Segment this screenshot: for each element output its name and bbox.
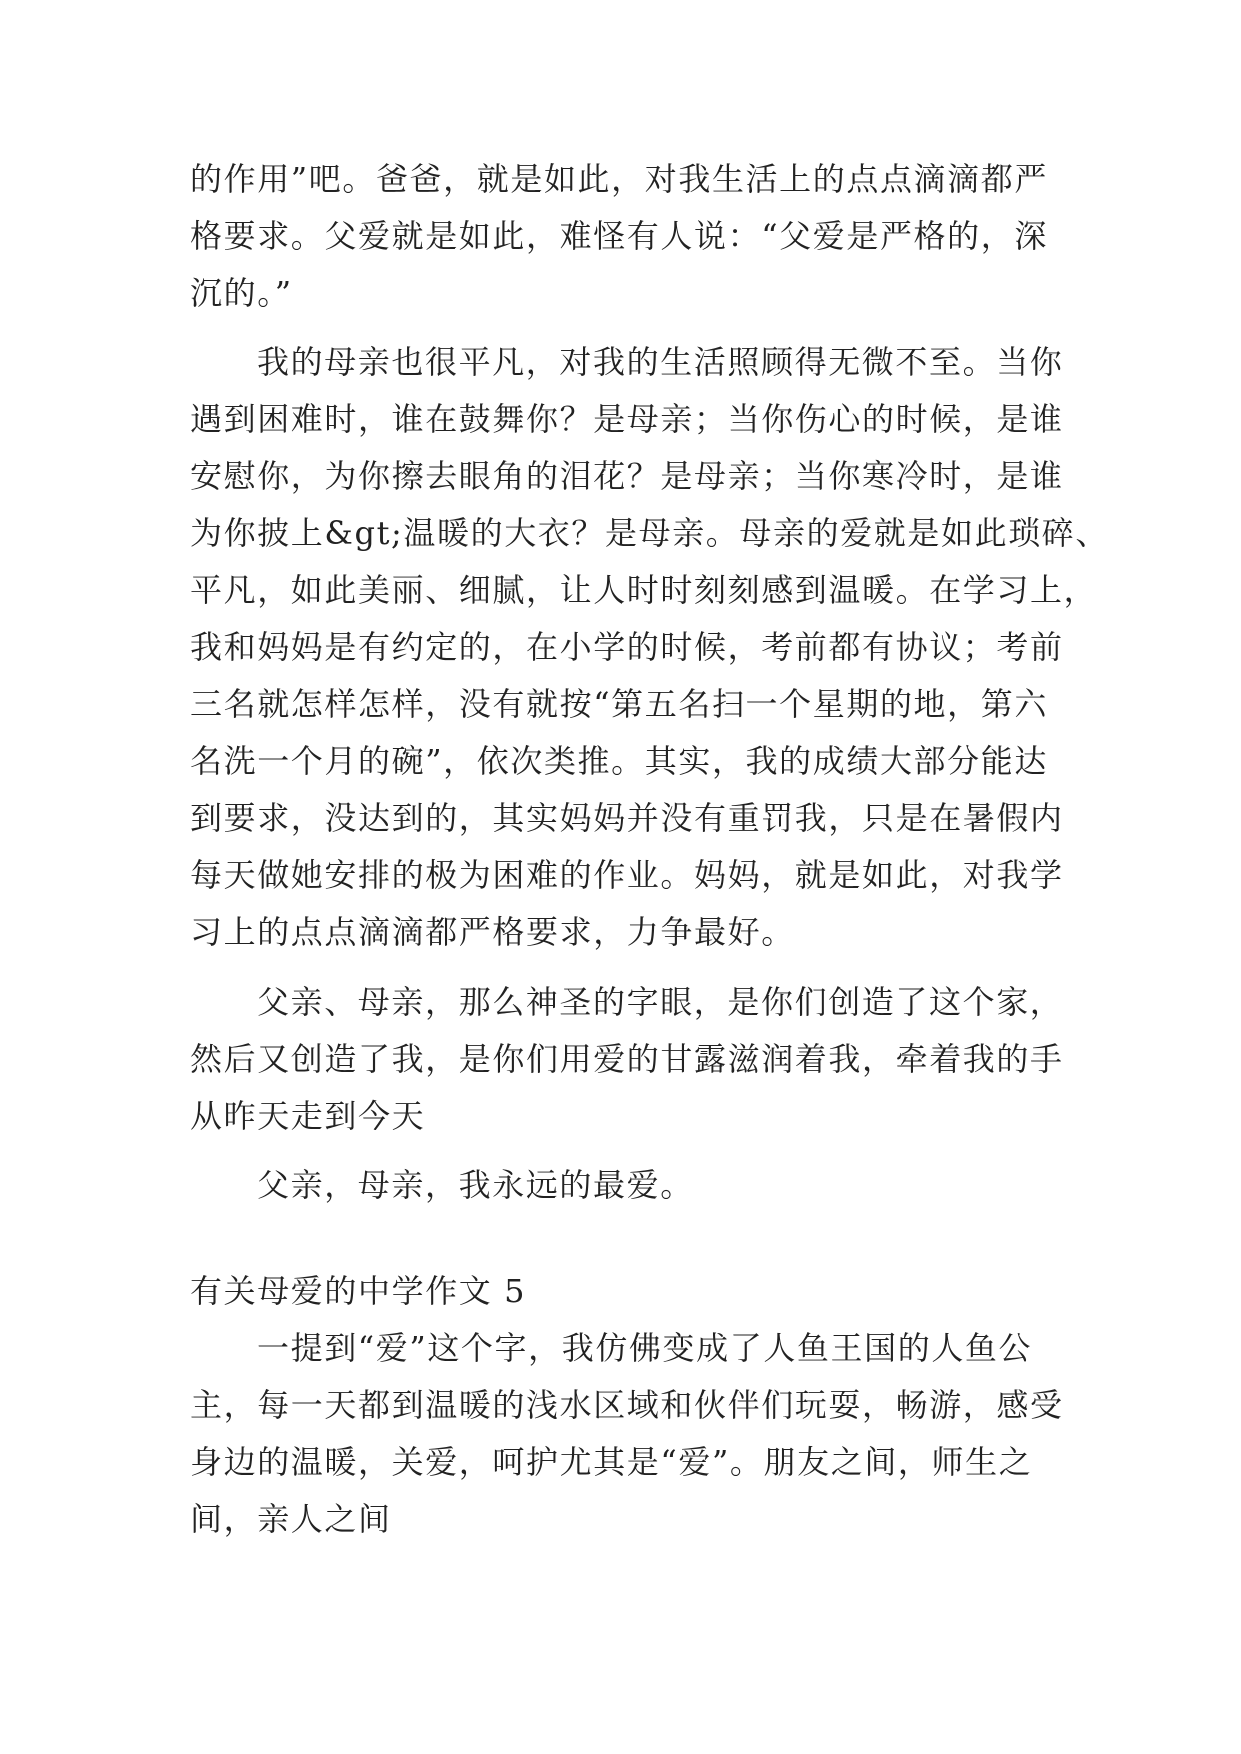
paragraph-line: 每天做她安排的极为困难的作业。妈妈，就是如此，对我学 <box>190 856 1064 894</box>
paragraph-first-line: 父亲、母亲，那么神圣的字眼，是你们创造了这个家， <box>257 983 1064 1021</box>
paragraph-line: 习上的点点滴滴都严格要求，力争最好。 <box>190 913 795 951</box>
paragraph-first-line: 一提到“爱”这个字，我仿佛变成了人鱼王国的人鱼公 <box>257 1329 1033 1367</box>
paragraph-line: 从昨天走到今天 <box>190 1097 426 1135</box>
paragraph-line: 我和妈妈是有约定的，在小学的时候，考前都有协议；考前 <box>190 628 1064 666</box>
paragraph-line: 安慰你，为你擦去眼角的泪花？是母亲；当你寒冷时，是谁 <box>190 457 1064 495</box>
paragraph-line: 三名就怎样怎样，没有就按“第五名扫一个星期的地，第六 <box>190 685 1048 723</box>
section-title: 有关母爱的中学作文 5 <box>190 1272 527 1310</box>
paragraph-line: 格要求。父爱就是如此，难怪有人说：“父爱是严格的，深 <box>190 217 1048 255</box>
paragraph-line: 沉的。” <box>190 274 293 312</box>
paragraph-line: 名洗一个月的碗”，依次类推。其实，我的成绩大部分能达 <box>190 742 1048 780</box>
paragraph-line: 间，亲人之间 <box>190 1500 392 1538</box>
paragraph-line: 平凡，如此美丽、细腻，让人时时刻刻感到温暖。在学习上， <box>190 571 1098 609</box>
paragraph-first-line: 我的母亲也很平凡，对我的生活照顾得无微不至。当你 <box>257 343 1064 381</box>
paragraph-line: 主，每一天都到温暖的浅水区域和伙伴们玩耍，畅游，感受 <box>190 1386 1064 1424</box>
paragraph-first-line: 父亲，母亲，我永远的最爱。 <box>257 1166 694 1204</box>
paragraph-line: 然后又创造了我，是你们用爱的甘露滋润着我，牵着我的手 <box>190 1040 1064 1078</box>
paragraph-line: 为你披上&gt;温暖的大衣？是母亲。母亲的爱就是如此琐碎、 <box>190 514 1110 552</box>
paragraph-line: 的作用”吧。爸爸，就是如此，对我生活上的点点滴滴都严 <box>190 160 1048 198</box>
paragraph-line: 身边的温暖，关爱，呵护尤其是“爱”。朋友之间，师生之 <box>190 1443 1033 1481</box>
paragraph-line: 到要求，没达到的，其实妈妈并没有重罚我，只是在暑假内 <box>190 799 1064 837</box>
paragraph-line: 遇到困难时，谁在鼓舞你？是母亲；当你伤心的时候，是谁 <box>190 400 1064 438</box>
